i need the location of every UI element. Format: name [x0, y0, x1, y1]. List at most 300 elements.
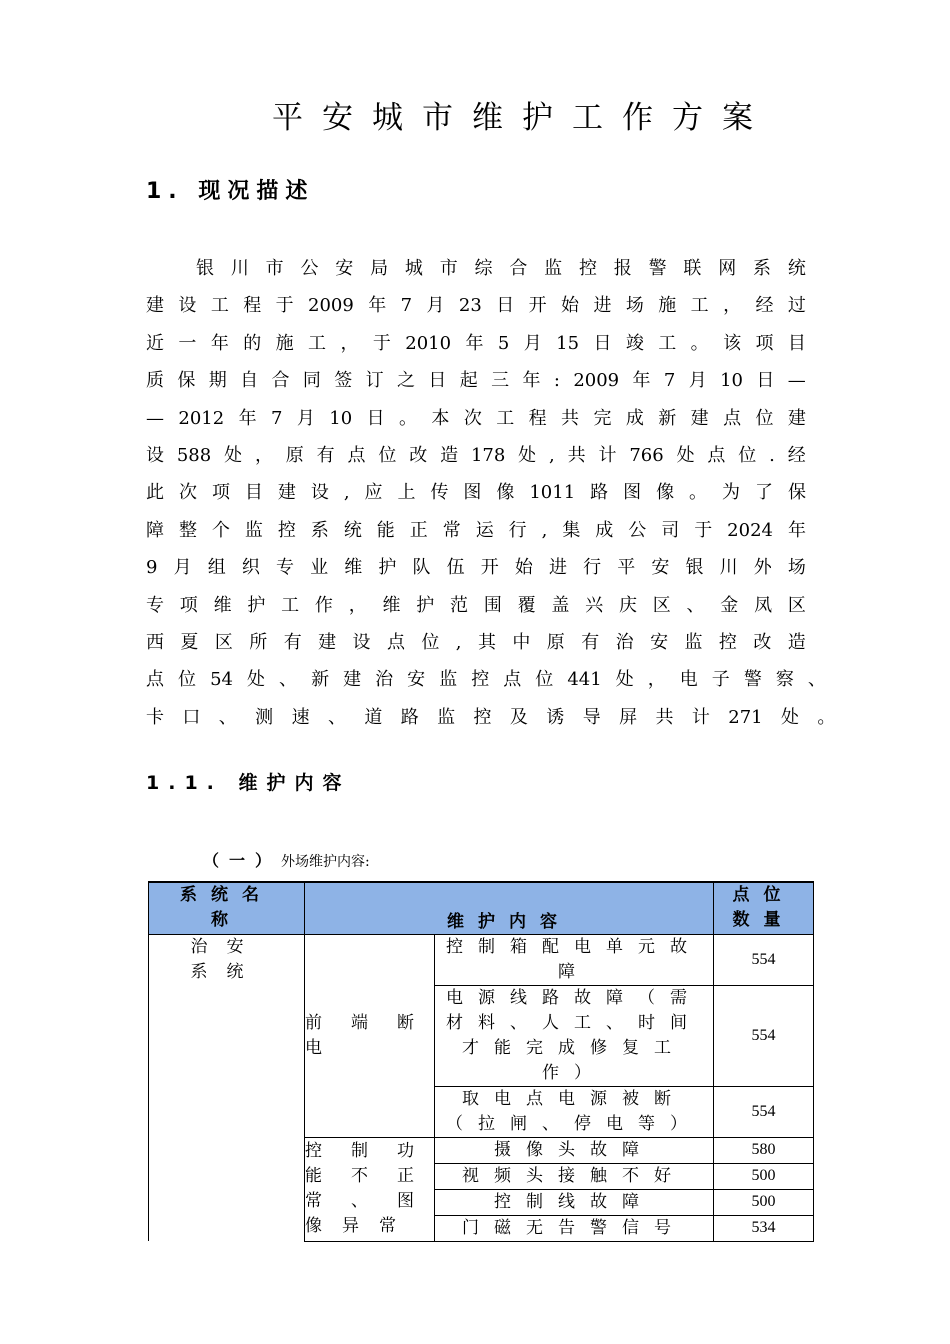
paragraph-token: 日 — [756, 370, 775, 392]
paragraph-token: 处 — [224, 444, 243, 466]
paragraph-token: 该 — [723, 332, 742, 354]
paragraph-token: 统 — [787, 258, 806, 279]
paragraph-line — [146, 437, 806, 474]
paragraph-token: 共 — [561, 407, 580, 429]
paragraph-token: 施 — [658, 295, 677, 317]
paragraph-token: 建 — [343, 669, 362, 691]
paragraph-token: 年 — [238, 407, 257, 429]
paragraph-token: ， — [340, 332, 359, 354]
paragraph-token: 工 — [658, 332, 677, 354]
paragraph-token: 治 — [375, 669, 394, 691]
paragraph-token: 近 — [146, 332, 164, 354]
paragraph-token: 588 — [176, 444, 212, 466]
paragraph-token: 合 — [271, 370, 290, 392]
paragraph-token: 监 — [437, 706, 456, 728]
paragraph-token: 保 — [177, 370, 196, 392]
paragraph-token: 区 — [652, 594, 671, 616]
paragraph-token: 安 — [650, 631, 669, 653]
paragraph-token: 起 — [459, 370, 478, 392]
paragraph-token: 护 — [247, 594, 266, 616]
document-title: 平安城市维护工作方案 — [272, 100, 772, 136]
paragraph-token: 开 — [480, 557, 499, 579]
paragraph-token: 导 — [582, 706, 601, 728]
paragraph-token: 点 — [386, 631, 405, 653]
paragraph-token: . — [769, 444, 775, 466]
paragraph-token: 织 — [241, 557, 260, 579]
paragraph-token: 成 — [595, 519, 614, 541]
paragraph-token: 合 — [509, 258, 528, 279]
section-number: 1. — [146, 179, 184, 204]
paragraph-token: 程 — [243, 295, 262, 317]
paragraph-token: 的 — [243, 332, 262, 354]
paragraph-token: 监 — [439, 669, 458, 691]
subheading-text: 外场维护内容: — [281, 854, 370, 870]
description-paragraph — [146, 250, 836, 736]
paragraph-token: 原 — [285, 444, 304, 466]
paragraph-token: 维 — [213, 594, 232, 616]
paragraph-token: 伍 — [446, 557, 465, 579]
paragraph-token: 新 — [311, 669, 330, 691]
paragraph-token: 统 — [343, 519, 362, 541]
paragraph-token: 运 — [475, 519, 494, 541]
paragraph-token: 了 — [754, 482, 773, 504]
paragraph-token: 建 — [318, 631, 337, 653]
paragraph-token: 安 — [651, 557, 670, 579]
paragraph-token: 场 — [787, 557, 806, 579]
paragraph-token: 完 — [593, 407, 612, 429]
paragraph-token: ， — [647, 669, 666, 691]
paragraph-token: 应 — [364, 482, 383, 504]
paragraph-token: 控 — [473, 706, 492, 728]
paragraph-token: 监 — [684, 631, 703, 653]
paragraph-token: 7 — [271, 407, 283, 429]
section-heading-1 — [146, 174, 314, 205]
paragraph-token: ， — [348, 594, 367, 616]
paragraph-token: 次 — [178, 482, 197, 504]
paragraph-token: 原 — [546, 631, 565, 653]
paragraph-token: 位 — [738, 444, 757, 466]
paragraph-token: 10 — [329, 407, 353, 429]
paragraph-token: 月 — [173, 557, 192, 579]
category-cell: 前端断电 — [305, 934, 435, 1137]
paragraph-token: 卡 — [146, 706, 164, 728]
paragraph-token: 其 — [477, 631, 496, 653]
paragraph-token: — — [146, 407, 164, 429]
paragraph-token: 报 — [613, 258, 632, 279]
paragraph-line — [146, 624, 806, 661]
paragraph-line — [146, 661, 826, 698]
paragraph-token: 范 — [450, 594, 469, 616]
paragraph-token: 所 — [249, 631, 268, 653]
paragraph-token: 为 — [722, 482, 741, 504]
paragraph-token: 项 — [755, 332, 774, 354]
paragraph-token: 位 — [755, 407, 774, 429]
content-cell: 电源线路故障（需材料、人工、时间才能完成修复工作） — [435, 985, 714, 1086]
paragraph-line — [146, 474, 806, 511]
system-name-cell: 治安系统 — [149, 934, 305, 1241]
paragraph-token: 电 — [679, 669, 698, 691]
table-header-row — [149, 882, 814, 934]
paragraph-token: 点 — [707, 444, 726, 466]
paragraph-token: 、 — [327, 706, 346, 728]
section-title: 现况描述 — [198, 179, 315, 204]
paragraph-token: 始 — [514, 557, 533, 579]
paragraph-token: 城 — [404, 258, 423, 279]
paragraph-token: 。 — [689, 482, 708, 504]
paragraph-token: 建 — [146, 295, 164, 317]
paragraph-token: 图 — [463, 482, 482, 504]
paragraph-token: 。 — [399, 407, 418, 429]
count-cell: 534 — [714, 1215, 814, 1241]
paragraph-token: 、 — [807, 669, 826, 691]
paragraph-token: 、 — [686, 594, 705, 616]
paragraph-token: 设 — [310, 482, 329, 504]
paragraph-token: 路 — [400, 706, 419, 728]
paragraph-token: 2009 — [308, 295, 354, 317]
count-cell: 500 — [714, 1189, 814, 1215]
paragraph-token: 市 — [265, 258, 284, 279]
paragraph-token: 目 — [787, 332, 806, 354]
paragraph-token: 位 — [421, 631, 440, 653]
paragraph-token: , — [455, 631, 462, 653]
paragraph-token: 治 — [615, 631, 634, 653]
paragraph-token: 设 — [178, 295, 197, 317]
paragraph-token: 10 — [720, 370, 743, 392]
count-cell: 580 — [714, 1137, 814, 1163]
paragraph-token: 工 — [308, 332, 327, 354]
paragraph-token: 签 — [334, 370, 353, 392]
paragraph-token: 障 — [146, 519, 164, 541]
paragraph-token: 建 — [690, 407, 709, 429]
paragraph-token: 平 — [617, 557, 636, 579]
paragraph-token: 屏 — [619, 706, 638, 728]
header-content: 维护内容 — [305, 882, 714, 934]
paragraph-token: 有 — [581, 631, 600, 653]
paragraph-token: 点 — [146, 669, 164, 691]
paragraph-token: : — [553, 370, 560, 392]
paragraph-token: 工 — [690, 295, 709, 317]
subheading — [203, 848, 370, 871]
paragraph-token: 271 — [728, 706, 763, 728]
paragraph-token: 围 — [483, 594, 502, 616]
paragraph-token: 建 — [277, 482, 296, 504]
paragraph-token: 控 — [718, 631, 737, 653]
paragraph-token: 整 — [178, 519, 197, 541]
paragraph-token: 2010 — [405, 332, 452, 354]
paragraph-token: , — [343, 482, 350, 504]
paragraph-token: 市 — [439, 258, 458, 279]
paragraph-token: 系 — [310, 519, 329, 541]
paragraph-token: 过 — [787, 295, 806, 317]
content-cell: 门磁无告警信号 — [435, 1215, 714, 1241]
paragraph-token: 改 — [753, 631, 772, 653]
paragraph-token: 上 — [397, 482, 416, 504]
paragraph-token: 于 — [372, 332, 391, 354]
content-cell: 摄像头故障 — [435, 1137, 714, 1163]
paragraph-token: 7 — [663, 370, 676, 392]
paragraph-token: 常 — [442, 519, 461, 541]
paragraph-line — [146, 287, 806, 324]
paragraph-token: 进 — [593, 295, 612, 317]
paragraph-token: 局 — [370, 258, 389, 279]
maintenance-table — [148, 881, 814, 1242]
content-cell: 控制线故障 — [435, 1189, 714, 1215]
paragraph-token: 西 — [146, 631, 164, 653]
paragraph-token: 控 — [277, 519, 296, 541]
paragraph-token: 施 — [275, 332, 294, 354]
paragraph-token: 有 — [316, 444, 335, 466]
paragraph-token: 道 — [364, 706, 383, 728]
paragraph-token: 工 — [210, 295, 229, 317]
paragraph-token: 业 — [310, 557, 329, 579]
paragraph-token: 7 — [400, 295, 413, 317]
paragraph-token: 系 — [753, 258, 771, 279]
paragraph-token: 2009 — [573, 370, 620, 392]
paragraph-token: 及 — [509, 706, 528, 728]
paragraph-token: 维 — [344, 557, 363, 579]
paragraph-token: 日 — [496, 295, 515, 317]
paragraph-token: 维 — [382, 594, 401, 616]
paragraph-token: 位 — [378, 444, 397, 466]
paragraph-token: 行 — [508, 519, 527, 541]
paragraph-token: 计 — [691, 706, 710, 728]
paragraph-token: 警 — [743, 669, 762, 691]
paragraph-token: 专 — [275, 557, 294, 579]
paragraph-token: 监 — [244, 519, 263, 541]
paragraph-token: 月 — [426, 295, 445, 317]
paragraph-token: 区 — [214, 631, 233, 653]
paragraph-token: 设 — [352, 631, 371, 653]
paragraph-token: 进 — [548, 557, 567, 579]
paragraph-token: 诱 — [546, 706, 565, 728]
content-cell: 取电点电源被断（拉闸、停电等） — [435, 1086, 714, 1137]
paragraph-line — [146, 587, 806, 624]
paragraph-token: 质 — [146, 370, 164, 392]
count-cell: 554 — [714, 934, 814, 985]
paragraph-token: 竣 — [625, 332, 644, 354]
paragraph-token: 庆 — [618, 594, 637, 616]
paragraph-token: 766 — [629, 444, 664, 466]
paragraph-token: 造 — [440, 444, 459, 466]
paragraph-token: 图 — [623, 482, 642, 504]
paragraph-token: 专 — [146, 594, 164, 616]
paragraph-token: — — [787, 370, 806, 392]
count-cell: 554 — [714, 985, 814, 1086]
paragraph-token: , — [541, 519, 548, 541]
paragraph-token: 于 — [275, 295, 294, 317]
paragraph-token: 一 — [178, 332, 197, 354]
paragraph-token: 、 — [218, 706, 237, 728]
paragraph-line — [146, 699, 836, 736]
paragraph-token: 日 — [593, 332, 612, 354]
paragraph-token: 处 — [247, 669, 265, 691]
paragraph-token: 位 — [178, 669, 197, 691]
paragraph-token: 建 — [787, 407, 806, 429]
paragraph-token: 此 — [146, 482, 164, 504]
paragraph-token: 期 — [208, 370, 227, 392]
paragraph-token: 自 — [240, 370, 259, 392]
paragraph-token: 测 — [255, 706, 274, 728]
paragraph-token: 工 — [281, 594, 300, 616]
paragraph-token: 像 — [496, 482, 515, 504]
paragraph-token: 集 — [562, 519, 581, 541]
paragraph-token: 178 — [470, 444, 506, 466]
content-cell: 控制箱配电单元故障 — [435, 934, 714, 985]
paragraph-token: 区 — [787, 594, 806, 616]
paragraph-token: 54 — [210, 669, 233, 691]
paragraph-token: 口 — [182, 706, 201, 728]
paragraph-token: 开 — [528, 295, 547, 317]
paragraph-token: 年 — [522, 370, 541, 392]
paragraph-token: 年 — [368, 295, 387, 317]
section-title: 维护内容 — [238, 772, 351, 794]
paragraph-token: 经 — [787, 444, 806, 466]
paragraph-token: 公 — [628, 519, 647, 541]
paragraph-token: 月 — [296, 407, 315, 429]
paragraph-token: 成 — [625, 407, 644, 429]
paragraph-token: 控 — [471, 669, 490, 691]
paragraph-token: 本 — [431, 407, 450, 429]
paragraph-token: 点 — [723, 407, 742, 429]
paragraph-token: 年 — [787, 519, 806, 541]
paragraph-token: 年 — [632, 370, 651, 392]
paragraph-token: 行 — [583, 557, 602, 579]
paragraph-token: ， — [254, 444, 273, 466]
paragraph-line — [146, 549, 806, 586]
paragraph-token: 共 — [655, 706, 674, 728]
paragraph-token: 5 — [497, 332, 510, 354]
paragraph-token: 金 — [720, 594, 739, 616]
paragraph-token: 处 — [676, 444, 695, 466]
paragraph-token: 控 — [578, 258, 597, 279]
paragraph-token: 。 — [817, 706, 836, 728]
paragraph-token: 同 — [302, 370, 321, 392]
paragraph-token: 子 — [711, 669, 730, 691]
paragraph-token: 订 — [365, 370, 384, 392]
paragraph-token: 外 — [753, 557, 772, 579]
count-cell: 500 — [714, 1163, 814, 1189]
paragraph-token: 年 — [465, 332, 484, 354]
header-count: 点位数量 — [714, 882, 814, 934]
subheading-index: （一） — [203, 851, 282, 870]
count-cell: 554 — [714, 1086, 814, 1137]
paragraph-line — [146, 250, 806, 287]
paragraph-token: 个 — [211, 519, 230, 541]
paragraph-token: 护 — [378, 557, 397, 579]
paragraph-token: 覆 — [517, 594, 536, 616]
paragraph-token: 能 — [376, 519, 395, 541]
paragraph-token: 凤 — [754, 594, 773, 616]
paragraph-line — [146, 325, 806, 362]
paragraph-token: 始 — [561, 295, 580, 317]
paragraph-token: 处 — [518, 444, 537, 466]
paragraph-token: 兴 — [585, 594, 604, 616]
paragraph-token: 银 — [685, 557, 704, 579]
paragraph-token: , — [549, 444, 555, 466]
paragraph-token: 15 — [556, 332, 580, 354]
paragraph-token: 组 — [207, 557, 226, 579]
paragraph-token: 司 — [661, 519, 680, 541]
paragraph-token: 位 — [535, 669, 554, 691]
paragraph-token: 安 — [335, 258, 354, 279]
paragraph-token: 联 — [683, 258, 702, 279]
paragraph-token: 。 — [690, 332, 709, 354]
paragraph-token: 工 — [496, 407, 515, 429]
paragraph-token: 盖 — [551, 594, 570, 616]
section-heading-1-1 — [146, 768, 351, 795]
paragraph-token: 年 — [210, 332, 229, 354]
paragraph-token: 、 — [279, 669, 298, 691]
paragraph-token: 新 — [658, 407, 677, 429]
paragraph-token: 改 — [409, 444, 428, 466]
paragraph-token: ， — [723, 295, 742, 317]
paragraph-line — [146, 512, 806, 549]
paragraph-token: 队 — [412, 557, 431, 579]
paragraph-token: 造 — [787, 631, 806, 653]
paragraph-token: 警 — [648, 258, 667, 279]
paragraph-token: 正 — [409, 519, 428, 541]
paragraph-token: 1011 — [529, 482, 576, 504]
paragraph-token: 日 — [428, 370, 447, 392]
paragraph-token: 处 — [781, 706, 799, 728]
paragraph-token: 监 — [544, 258, 563, 279]
paragraph-token: 点 — [347, 444, 366, 466]
paragraph-token: 2024 — [727, 519, 773, 541]
paragraph-token: 保 — [787, 482, 806, 504]
paragraph-token: 共 — [567, 444, 586, 466]
paragraph-token: 于 — [694, 519, 713, 541]
paragraph-token: 点 — [503, 669, 522, 691]
section-number: 1.1. — [146, 772, 223, 794]
category-cell: 控制功能不正常、图像异常 — [305, 1137, 435, 1241]
paragraph-token: 目 — [244, 482, 263, 504]
paragraph-token: 441 — [567, 669, 602, 691]
paragraph-token: 23 — [458, 295, 482, 317]
paragraph-token: 2012 — [178, 407, 225, 429]
paragraph-token: 网 — [718, 258, 737, 279]
paragraph-token: 次 — [463, 407, 482, 429]
paragraph-token: 中 — [512, 631, 531, 653]
content-cell: 视频头接触不好 — [435, 1163, 714, 1189]
paragraph-token: 日 — [366, 407, 385, 429]
paragraph-token: 三 — [491, 370, 510, 392]
paragraph-token: 安 — [407, 669, 426, 691]
paragraph-token: 银 — [196, 258, 214, 279]
paragraph-token: 川 — [719, 557, 738, 579]
paragraph-token: 速 — [291, 706, 310, 728]
paragraph-token: 护 — [416, 594, 435, 616]
paragraph-token: 项 — [211, 482, 230, 504]
paragraph-token: 有 — [283, 631, 302, 653]
paragraph-token: 月 — [523, 332, 542, 354]
paragraph-token: 传 — [430, 482, 449, 504]
header-system: 系统名称 — [149, 882, 305, 934]
paragraph-token: 设 — [146, 444, 164, 466]
paragraph-token: 公 — [300, 258, 319, 279]
paragraph-token: 项 — [179, 594, 198, 616]
paragraph-token: 经 — [755, 295, 774, 317]
paragraph-token: 程 — [528, 407, 547, 429]
paragraph-token: 夏 — [180, 631, 199, 653]
paragraph-token: 川 — [230, 258, 249, 279]
paragraph-token: 作 — [314, 594, 333, 616]
paragraph-token: 处 — [615, 669, 634, 691]
paragraph-token: 综 — [474, 258, 493, 279]
paragraph-token: 像 — [656, 482, 675, 504]
paragraph-token: 9 — [146, 557, 158, 579]
table-row — [149, 934, 814, 985]
paragraph-line — [146, 362, 806, 399]
